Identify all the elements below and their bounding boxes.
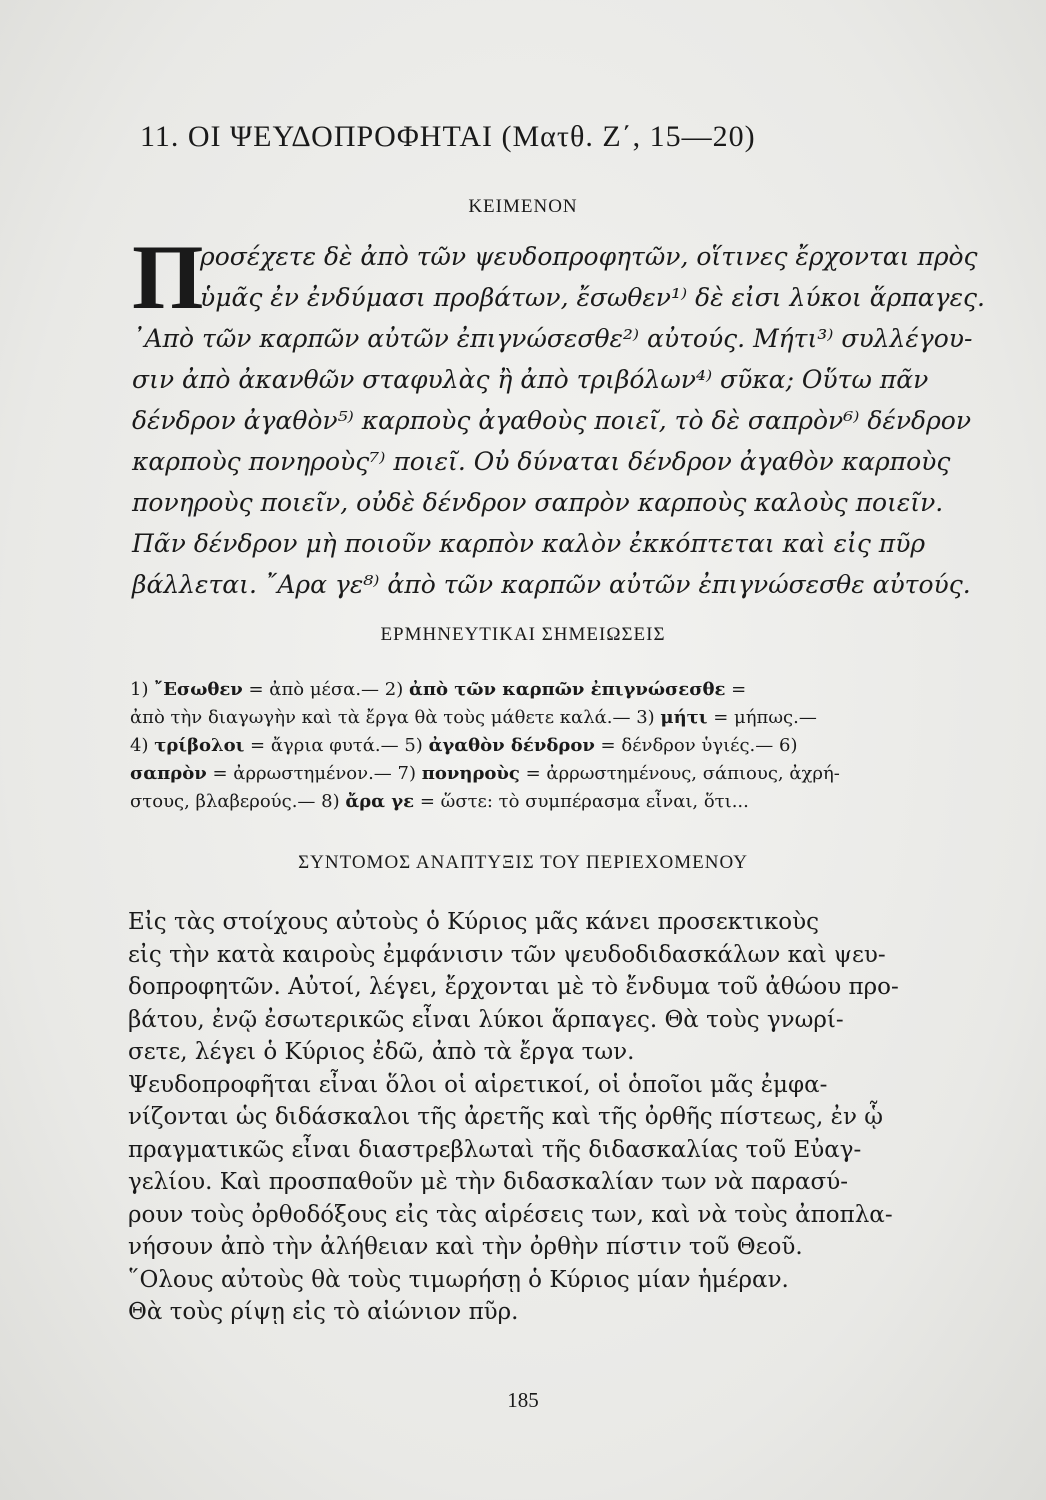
note-term: ῎Εσωθεν — [154, 679, 243, 700]
scripture-text — [132, 226, 985, 605]
note-line — [130, 704, 966, 732]
page-number: 185 — [507, 1388, 539, 1412]
note-line — [130, 788, 966, 816]
note-line — [130, 760, 966, 788]
note-term: πονηροὺς — [421, 763, 520, 784]
note-text: στους, βλαβερούς.— 8) — [130, 791, 346, 812]
summary-line: Θὰ τοὺς ρίψῃ εἰς τὸ αἰώνιον πῦρ. — [128, 1299, 519, 1325]
summary-line: Εἰς τὰς στοίχους αὐτοὺς ὁ Κύριος μᾶς κάνει προσεκτικοὺς — [128, 909, 819, 935]
note-text: = ἀρρωστημένον.— 7) — [206, 763, 422, 784]
chapter-title: 11. ΟΙ ΨΕΥΔΟΠΡΟΦΗΤΑΙ (Ματθ. Ζ΄, 15—20) — [140, 120, 756, 153]
note-text: 4) — [130, 735, 155, 756]
text-line: δένδρον ἀγαθὸν⁵⁾ καρποὺς ἀγαθοὺς ποιεῖ, τὸ δὲ σαπρὸν⁶⁾ δένδρον — [132, 406, 972, 435]
summary-line: πραγματικῶς εἶναι διαστρεβλωταὶ τῆς διδασκαλίας τοῦ Εὐαγ- — [128, 1136, 862, 1163]
note-text: 1) — [130, 679, 155, 700]
note-term: τρίβολοι — [154, 735, 245, 756]
note-text: = ἀπὸ μέσα.— 2) — [242, 679, 409, 700]
note-text: = ἄγρια φυτά.— 5) — [244, 735, 429, 756]
summary-line: Ψευδοπροφῆται εἶναι ὅλοι οἱ αἱρετικοί, οἱ ὁποῖοι μᾶς ἐμφα- — [128, 1071, 828, 1098]
summary-line: δοπροφητῶν. Αὐτοί, λέγει, ἔρχονται μὲ τὸ ἔνδυμα τοῦ ἀθώου προ- — [128, 974, 899, 1000]
summary-line: βάτου, ἐνῷ ἐσωτερικῶς εἶναι λύκοι ἅρπαγες. Θὰ τοὺς γνωρί- — [128, 1006, 844, 1033]
text-line: καρποὺς πονηροὺς⁷⁾ ποιεῖ. Οὐ δύναται δένδρον ἀγαθὸν καρποὺς — [132, 447, 951, 476]
text-line: Πᾶν δένδρον μὴ ποιοῦν καρπὸν καλὸν ἐκκόπτεται καὶ εἰς πῦρ — [132, 529, 926, 558]
text-section-heading: ΚΕΙΜΕΝΟΝ — [468, 196, 578, 217]
note-text: ἀπὸ τὴν διαγωγὴν καὶ τὰ ἔργα θὰ τοὺς μάθετε καλά.— 3) — [130, 707, 661, 728]
summary-line: ῞Ολους αὐτοὺς θὰ τοὺς τιμωρήσῃ ὁ Κύριος μίαν ἡμέραν. — [128, 1266, 789, 1293]
notes-section-heading: ΕΡΜΗΝΕΥΤΙΚΑΙ ΣΗΜΕΙΩΣΕΙΣ — [380, 624, 666, 645]
note-term: σαπρὸν — [130, 763, 207, 784]
note-text: = ἀρρωστημένους, σάπιους, ἀχρή- — [519, 763, 840, 784]
note-line — [130, 676, 966, 704]
note-term: ἀγαθὸν δένδρον — [428, 735, 595, 756]
summary-line: σετε, λέγει ὁ Κύριος ἐδῶ, ἀπὸ τὰ ἔργα των. — [128, 1039, 635, 1065]
summary-section-heading: ΣΥΝΤΟΜΟΣ ΑΝΑΠΤΥΞΙΣ ΤΟΥ ΠΕΡΙΕΧΟΜΕΝΟΥ — [298, 852, 748, 873]
text-line: πονηροὺς ποιεῖν, οὐδὲ δένδρον σαπρὸν καρποὺς καλοὺς ποιεῖν. — [132, 488, 944, 517]
summary-line: γελίου. Καὶ προσπαθοῦν μὲ τὴν διδασκαλίαν των νὰ παρασύ- — [128, 1169, 848, 1195]
summary-line: νίζονται ὡς διδάσκαλοι τῆς ἀρετῆς καὶ τῆς ὀρθῆς πίστεως, ἐν ᾧ — [128, 1104, 884, 1130]
summary-line: ρουν τοὺς ὀρθοδόξους εἰς τὰς αἱρέσεις των, καὶ νὰ τοὺς ἀποπλα- — [128, 1201, 893, 1228]
summary-line: νήσουν ἀπὸ τὴν ἀλήθειαν καὶ τὴν ὀρθὴν πίστιν τοῦ Θεοῦ. — [128, 1234, 803, 1260]
summary-line: εἰς τὴν κατὰ καιροὺς ἐμφάνισιν τῶν ψευδοδιδασκάλων καὶ ψευ- — [128, 941, 886, 968]
text-line: σιν ἀπὸ ἀκανθῶν σταφυλὰς ἢ ἀπὸ τριβόλων⁴⁾ σῦκα; Οὕτω πᾶν — [132, 365, 929, 394]
text-line: βάλλεται. ῎Αρα γε⁸⁾ ἀπὸ τῶν καρπῶν αὐτῶν ἐπιγνώσεσθε αὐτούς. — [132, 570, 971, 599]
note-text: = δένδρον ὑγιές.— 6) — [594, 735, 798, 756]
note-line — [130, 732, 966, 760]
note-text: = μήπως.— — [707, 707, 817, 728]
note-term: ἄρα γε — [345, 791, 415, 812]
note-text: = — [725, 679, 747, 700]
summary-text — [128, 906, 968, 1329]
text-line: ροσέχετε δὲ ἀπὸ τῶν ψευδοπροφητῶν, οἵτινες ἔρχονται πρὸς — [200, 242, 978, 271]
drop-cap: Π — [132, 226, 204, 328]
text-line: ὑμᾶς ἐν ἐνδύμασι προβάτων, ἔσωθεν¹⁾ δὲ εἰσι λύκοι ἅρπαγες. — [200, 283, 985, 312]
text-line: ᾿Απὸ τῶν καρπῶν αὐτῶν ἐπιγνώσεσθε²⁾ αὐτούς. Μήτι³⁾ συλλέγου- — [132, 324, 973, 353]
note-term: ἀπὸ τῶν καρπῶν ἐπιγνώσεσθε — [408, 679, 726, 700]
note-text: = ὥστε: τὸ συμπέρασμα εἶναι, ὅτι... — [414, 791, 749, 812]
notes-block — [130, 676, 966, 816]
note-term: μήτι — [660, 707, 708, 728]
